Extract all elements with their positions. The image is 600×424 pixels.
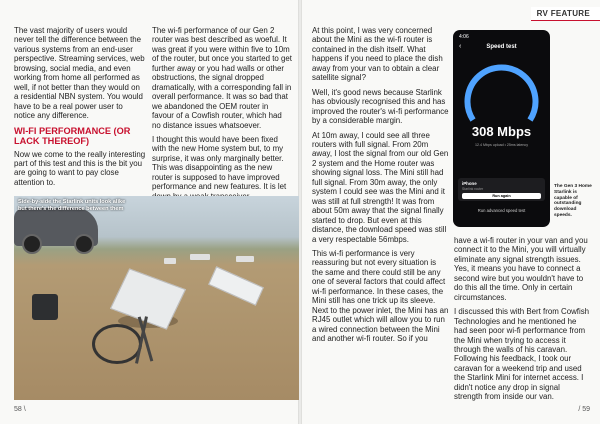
paragraph: Well, it's good news because Starlink has obviously recognised this and has improved the router's wi-fi performance by a considerable margin. xyxy=(312,87,449,126)
wheel xyxy=(22,234,42,254)
phone-caption: The Gen 3 Home Starlink is capable of outstanding download speeds. xyxy=(554,184,592,218)
back-arrow-icon: ‹ xyxy=(459,43,462,50)
paragraph: At 10m away, I could see all three routers with full signal. From 20m away, I lost the signal from our old Gen 2 system and the Home router was showing signal loss. The Mini still had full signal. From 30m away, the only system I could see was the Mini and it was still at full strength! It was from about 50m away that the signal finally started to drop. But even at this distance, the download speed was still a very respectable 56mbps. xyxy=(312,130,449,244)
photo-caption: Side-by-side the Starlink units look alike but there's the difference between them xyxy=(18,199,126,212)
router-box xyxy=(32,294,58,320)
subheading: WI-FI PERFORMANCE (OR LACK THEREOF) xyxy=(14,125,131,146)
paragraph: At this point, I was very concerned about the Mini as the wi-fi router is contained in the dish itself. What happens if you need to place the dish away from your van to obtain a clear satellite signal? xyxy=(312,26,443,83)
device-card xyxy=(458,178,545,201)
page-number-left: 58 \ xyxy=(14,406,26,413)
paragraph: I thought this would have been fixed with the new Home system but, to my surprise, it was only marginally better. This was disappointing as the new router is supposed to have improved performance and new features. It is let xyxy=(152,134,287,192)
device-subtitle: Starlink router xyxy=(462,187,484,191)
cable-coil xyxy=(92,324,142,364)
paragraph: have a wi-fi router in your van and you connect it to the Mini, you will virtually eliminate any signal strength issues. Yes, it means you have to connect a second wire but you wouldn't have to do this all the time. Only in certain circumstances. xyxy=(454,236,588,302)
speed-gauge-icon xyxy=(461,58,542,128)
page-number-right: / 59 xyxy=(578,406,590,413)
status-time: 4:06 xyxy=(459,34,469,40)
paragraph: The wi-fi performance of our Gen 2 router was best described as woeful. It was great if you were within five to 10m of the router, but once you started to get further away or you had walls or other obstructions, the signal dropped dramatically, with a corresponding fall in overall performance. It was so bad that we abandoned the OEM router in favour of a Cowfish router, which had no distance issues whatsoever. xyxy=(152,26,292,130)
column-3 xyxy=(312,26,449,349)
column-2 xyxy=(152,26,292,206)
equipment xyxy=(236,256,254,262)
column-4 xyxy=(454,236,590,407)
starlink-mini-dish xyxy=(208,266,264,305)
wheel xyxy=(74,234,94,254)
column-1 xyxy=(14,26,146,192)
vehicle-image xyxy=(14,208,98,246)
paragraph: The vast majority of users would never tell the difference between the various systems from an end-user perspective. Streaming services, web browsing, social media, and even working from home all performed as well, if not better than they would on a residential NBN system. You would have to be a real power user to notice any difference. xyxy=(14,26,145,121)
screen-title: Speed test xyxy=(486,44,517,50)
speed-details: 12.4 Mbps upload • 25ms latency xyxy=(475,143,528,147)
section-tag: RV FEATURE xyxy=(531,7,600,21)
paragraph: This wi-fi performance is very reassuring but not every situation is the same and there could still be any one of several factors that could affect wi-fi performance. In these cases, the Mini still has one trick up its sleeve. Next to the power inlet, the Mini has an RJ45 outlet which will allow you to run a wired connection between the Mini and another wi-fi router. So if you xyxy=(312,248,449,344)
advanced-test-link[interactable]: Run advanced speed test xyxy=(477,208,526,213)
paragraph: I discussed this with Bert from Cowfish Technologies and he mentioned he had seen poor wi-fi performance from the Mini when trying to access it through the walls of his caravan. Following his feedback, I took our caravan for a weekend trip and used the Starlink Mini for internet access. I didn't notice any drop in signal strength from inside our van. xyxy=(454,307,590,402)
speedtest-phone-screenshot xyxy=(453,30,550,227)
starlink-photo xyxy=(14,196,299,400)
run-again-button[interactable]: Run again xyxy=(462,193,541,199)
equipment xyxy=(190,254,210,260)
paragraph: Now we come to the really interesting part of this test and this is the bit you are going to want to pay close attention to. xyxy=(14,149,146,187)
device-name: iPhone xyxy=(462,181,477,186)
download-speed: 308 Mbps xyxy=(471,124,532,139)
equipment xyxy=(164,258,176,264)
